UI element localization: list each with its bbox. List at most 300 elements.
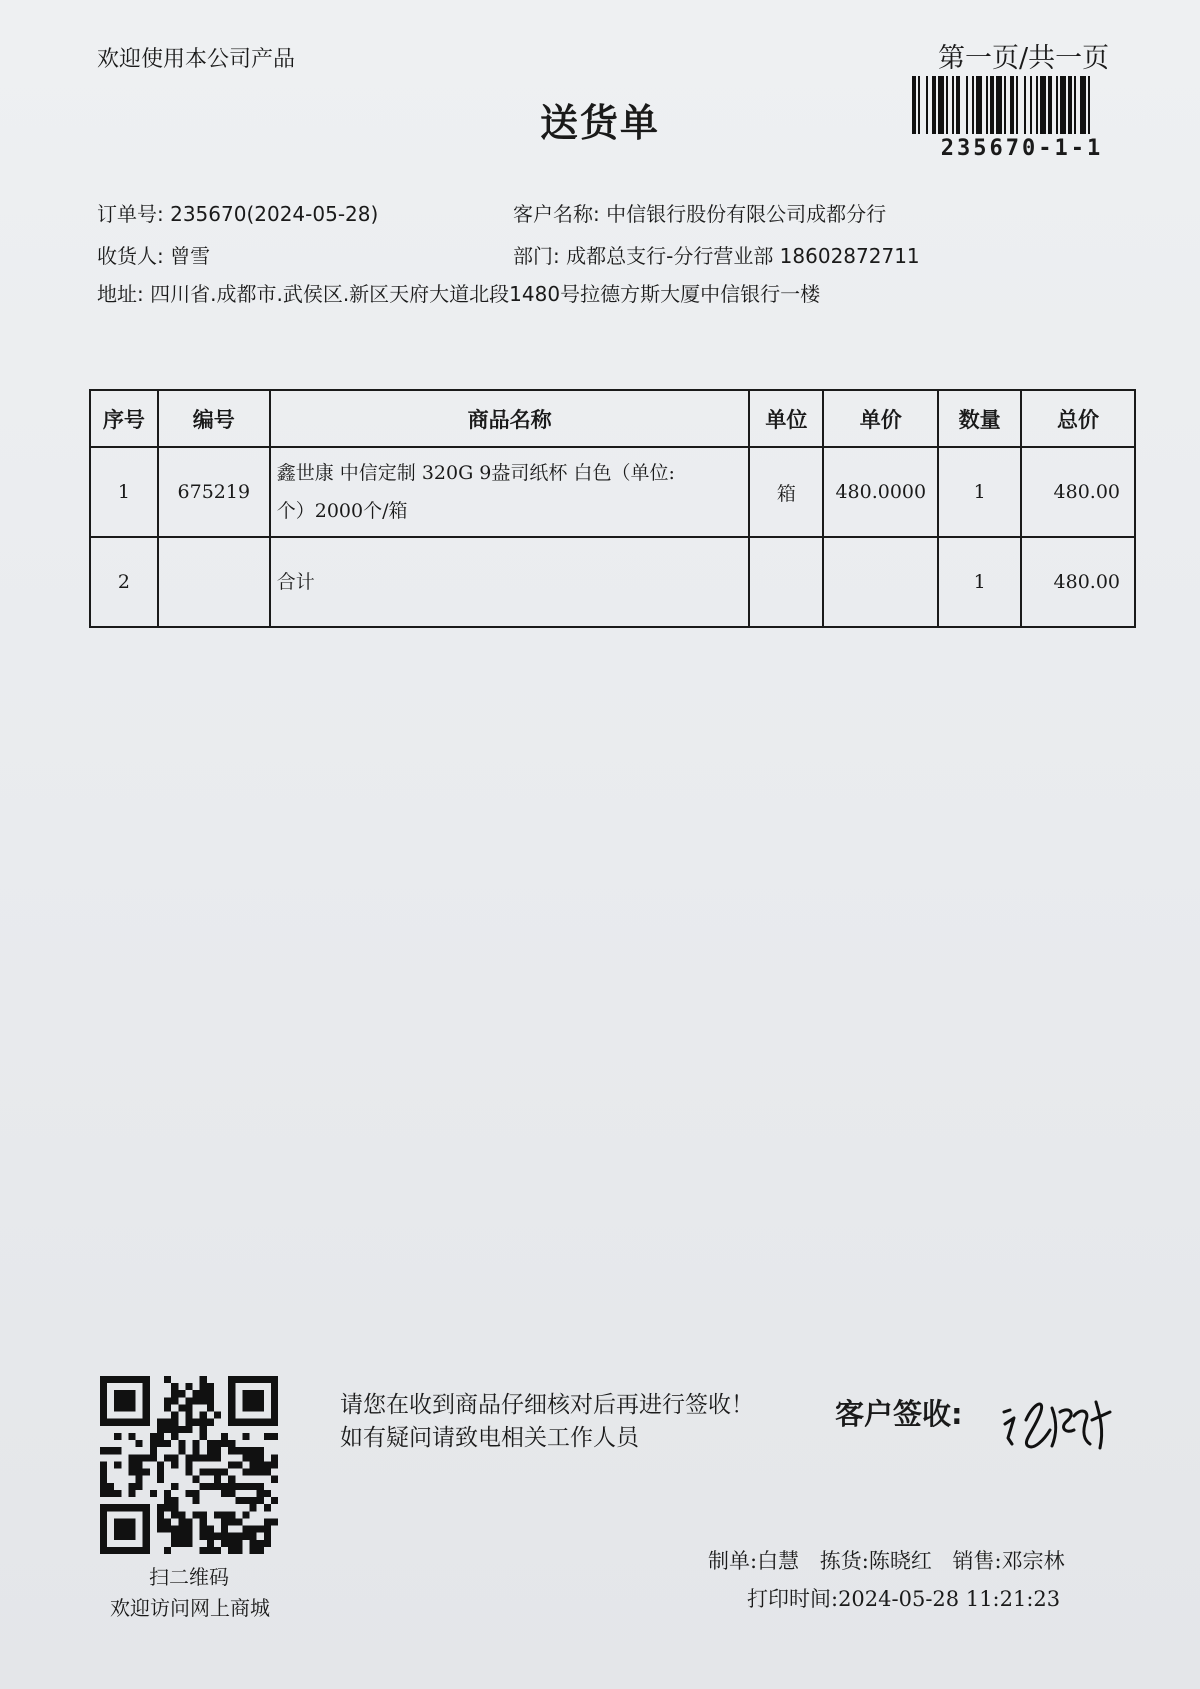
- qr-module: [257, 1483, 264, 1490]
- qr-module: [200, 1412, 207, 1419]
- qr-module: [200, 1547, 207, 1554]
- qr-module: [221, 1433, 228, 1440]
- qr-module: [200, 1419, 207, 1426]
- qr-module: [171, 1426, 178, 1433]
- order-value: 235670(2024-05-28): [170, 202, 379, 226]
- qr-module: [178, 1390, 185, 1397]
- qr-module: [271, 1412, 278, 1419]
- qr-module: [157, 1469, 164, 1476]
- qr-module: [207, 1540, 214, 1547]
- table-row: [90, 447, 1135, 537]
- qr-module: [185, 1412, 192, 1419]
- header-unit: 单位: [749, 390, 823, 447]
- qr-module: [164, 1490, 171, 1497]
- qr-module: [257, 1547, 264, 1554]
- barcode-bar: [1036, 76, 1038, 134]
- qr-module: [143, 1533, 150, 1540]
- qr-module: [271, 1419, 278, 1426]
- qr-module: [143, 1504, 150, 1511]
- qr-module: [228, 1476, 235, 1483]
- barcode-bar: [1088, 76, 1090, 134]
- qr-module: [264, 1461, 271, 1468]
- qr-module: [271, 1476, 278, 1483]
- qr-module: [207, 1547, 214, 1554]
- barcode-bar: [1060, 76, 1066, 134]
- qr-module: [100, 1419, 107, 1426]
- qr-module: [207, 1447, 214, 1454]
- qr-module: [257, 1390, 264, 1397]
- qr-module: [157, 1476, 164, 1483]
- qr-module: [264, 1490, 271, 1497]
- qr-module: [128, 1461, 135, 1468]
- cell-seq: 2: [90, 537, 158, 627]
- barcode-bar: [952, 76, 954, 134]
- qr-module: [228, 1511, 235, 1518]
- customer-value: 中信银行股份有限公司成都分行: [606, 202, 887, 226]
- qr-module: [100, 1490, 107, 1497]
- qr-module: [200, 1433, 207, 1440]
- qr-module: [128, 1469, 135, 1476]
- qr-module: [164, 1419, 171, 1426]
- qr-module: [100, 1390, 107, 1397]
- qr-module: [150, 1454, 157, 1461]
- qr-module: [150, 1433, 157, 1440]
- qr-module: [157, 1461, 164, 1468]
- qr-module: [214, 1533, 221, 1540]
- barcode-bar: [918, 76, 920, 134]
- qr-module: [228, 1533, 235, 1540]
- qr-module: [128, 1397, 135, 1404]
- qr-module: [228, 1404, 235, 1411]
- qr-module: [100, 1447, 107, 1454]
- barcode-bar: [1016, 76, 1018, 134]
- qr-module: [242, 1533, 249, 1540]
- qr-module: [228, 1447, 235, 1454]
- barcode-bar: [1024, 76, 1026, 134]
- qr-module: [207, 1483, 214, 1490]
- qr-module: [257, 1454, 264, 1461]
- qr-module: [257, 1404, 264, 1411]
- qr-module: [171, 1497, 178, 1504]
- qr-module: [264, 1419, 271, 1426]
- qr-module: [271, 1397, 278, 1404]
- qr-module: [114, 1397, 121, 1404]
- qr-module: [221, 1440, 228, 1447]
- qr-module: [185, 1469, 192, 1476]
- qr-module: [250, 1497, 257, 1504]
- qr-module: [221, 1540, 228, 1547]
- qr-module: [250, 1469, 257, 1476]
- department-label: 部门:: [513, 244, 560, 268]
- notice-text: 请您在收到商品仔细核对后再进行签收！如有疑问请致电相关工作人员: [340, 1392, 754, 1451]
- qr-module: [193, 1511, 200, 1518]
- qr-module: [100, 1540, 107, 1547]
- qr-module: [185, 1397, 192, 1404]
- qr-module: [207, 1469, 214, 1476]
- qr-module: [171, 1412, 178, 1419]
- qr-module: [257, 1447, 264, 1454]
- address: [97, 278, 820, 307]
- qr-module: [200, 1383, 207, 1390]
- qr-module: [207, 1533, 214, 1540]
- qr-module: [235, 1540, 242, 1547]
- qr-module: [107, 1483, 114, 1490]
- qr-module: [143, 1540, 150, 1547]
- qr-module: [150, 1490, 157, 1497]
- qr-module: [136, 1376, 143, 1383]
- header-seq: 序号: [90, 390, 158, 447]
- cell-quantity: 1: [938, 447, 1021, 537]
- qr-module: [242, 1404, 249, 1411]
- qr-module: [128, 1376, 135, 1383]
- qr-module: [257, 1526, 264, 1533]
- qr-module: [100, 1511, 107, 1518]
- qr-module: [250, 1390, 257, 1397]
- qr-module: [128, 1404, 135, 1411]
- qr-module: [100, 1397, 107, 1404]
- qr-module: [200, 1518, 207, 1525]
- qr-module: [100, 1404, 107, 1411]
- qr-module: [193, 1490, 200, 1497]
- qr-module: [136, 1454, 143, 1461]
- qr-module: [264, 1433, 271, 1440]
- qr-module: [121, 1419, 128, 1426]
- qr-module: [100, 1504, 107, 1511]
- barcode-bar: [1074, 76, 1076, 134]
- print-time: 打印时间:2024-05-28 11:21:23: [747, 1587, 1061, 1611]
- barcode-bar: [1040, 76, 1046, 134]
- qr-module: [264, 1469, 271, 1476]
- qr-module: [136, 1419, 143, 1426]
- qr-module: [114, 1518, 121, 1525]
- qr-module: [207, 1404, 214, 1411]
- qr-module: [207, 1383, 214, 1390]
- qr-module: [100, 1533, 107, 1540]
- qr-module: [235, 1376, 242, 1383]
- qr-module: [100, 1461, 107, 1468]
- qr-module: [107, 1547, 114, 1554]
- cell-unit: 箱: [749, 447, 823, 537]
- qr-module: [200, 1390, 207, 1397]
- qr-module: [100, 1476, 107, 1483]
- qr-module: [242, 1397, 249, 1404]
- customer-label: 客户名称:: [513, 202, 600, 226]
- qr-module: [257, 1419, 264, 1426]
- qr-module: [221, 1490, 228, 1497]
- barcode-bar: [1068, 76, 1072, 134]
- qr-module: [235, 1533, 242, 1540]
- qr-module: [250, 1540, 257, 1547]
- qr-module: [271, 1390, 278, 1397]
- qr-module: [100, 1518, 107, 1525]
- qr-module: [128, 1454, 135, 1461]
- qr-module: [171, 1419, 178, 1426]
- qr-module: [114, 1504, 121, 1511]
- qr-module: [157, 1518, 164, 1525]
- handwritten-signature: [1000, 1390, 1115, 1464]
- qr-module: [164, 1526, 171, 1533]
- qr-module: [214, 1476, 221, 1483]
- qr-module: [228, 1383, 235, 1390]
- qr-module: [271, 1383, 278, 1390]
- qr-module: [107, 1447, 114, 1454]
- qr-module: [200, 1426, 207, 1433]
- barcode-bar: [1030, 76, 1032, 134]
- qr-module: [157, 1419, 164, 1426]
- cell-code: [158, 537, 270, 627]
- qr-module: [200, 1483, 207, 1490]
- qr-module: [242, 1469, 249, 1476]
- qr-module: [100, 1412, 107, 1419]
- qr-module: [114, 1447, 121, 1454]
- qr-module: [143, 1511, 150, 1518]
- qr-module: [100, 1526, 107, 1533]
- qr-module: [121, 1518, 128, 1525]
- qr-module: [235, 1497, 242, 1504]
- barcode-bar: [1004, 76, 1006, 134]
- qr-module: [185, 1454, 192, 1461]
- greeting-text: 欢迎使用本公司产品: [97, 47, 296, 72]
- qr-module: [143, 1526, 150, 1533]
- qr-module: [164, 1454, 171, 1461]
- qr-module: [164, 1440, 171, 1447]
- receiver-label: 收货人:: [97, 244, 164, 268]
- qr-module: [207, 1440, 214, 1447]
- qr-module: [185, 1540, 192, 1547]
- qr-module: [136, 1461, 143, 1468]
- qr-module: [100, 1383, 107, 1390]
- qr-module: [143, 1469, 150, 1476]
- qr-module: [228, 1518, 235, 1525]
- barcode-bar: [976, 76, 982, 134]
- qr-module: [257, 1397, 264, 1404]
- qr-module: [200, 1397, 207, 1404]
- qr-module: [257, 1469, 264, 1476]
- qr-module: [235, 1461, 242, 1468]
- qr-module: [143, 1518, 150, 1525]
- qr-module: [143, 1547, 150, 1554]
- qr-module: [121, 1504, 128, 1511]
- qr-module: [221, 1511, 228, 1518]
- cell-unit-price: [823, 537, 938, 627]
- qr-module: [242, 1376, 249, 1383]
- address-value: 四川省.成都市.武侯区.新区天府大道北段1480号拉德方斯大厦中信银行一楼: [150, 282, 821, 306]
- qr-module: [185, 1419, 192, 1426]
- qr-module: [107, 1504, 114, 1511]
- barcode: [912, 76, 1132, 134]
- qr-module: [200, 1526, 207, 1533]
- qr-module: [164, 1504, 171, 1511]
- qr-module: [250, 1547, 257, 1554]
- qr-module: [235, 1483, 242, 1490]
- qr-module: [193, 1419, 200, 1426]
- qr-module: [214, 1469, 221, 1476]
- qr-module: [257, 1461, 264, 1468]
- qr-module: [193, 1440, 200, 1447]
- qr-module: [185, 1518, 192, 1525]
- barcode-bar: [990, 76, 994, 134]
- qr-module: [235, 1419, 242, 1426]
- qr-module: [164, 1518, 171, 1525]
- qr-module: [143, 1404, 150, 1411]
- qr-module: [171, 1433, 178, 1440]
- qr-module: [114, 1404, 121, 1411]
- qr-module: [107, 1376, 114, 1383]
- cell-quantity: 1: [938, 537, 1021, 627]
- qr-code-graphic: [99, 1376, 279, 1554]
- qr-module: [257, 1497, 264, 1504]
- items-table: [89, 389, 1136, 628]
- qr-module: [214, 1483, 221, 1490]
- qr-module: [221, 1533, 228, 1540]
- qr-module: [271, 1518, 278, 1525]
- qr-module: [185, 1490, 192, 1497]
- qr-module: [235, 1447, 242, 1454]
- qr-module: [228, 1547, 235, 1554]
- qr-module: [150, 1440, 157, 1447]
- qr-module: [185, 1533, 192, 1540]
- qr-module: [264, 1504, 271, 1511]
- qr-module: [128, 1419, 135, 1426]
- qr-module: [178, 1511, 185, 1518]
- qr-module: [185, 1526, 192, 1533]
- cell-total: 480.00: [1021, 537, 1135, 627]
- qr-module: [128, 1547, 135, 1554]
- qr-module: [121, 1526, 128, 1533]
- qr-module: [207, 1526, 214, 1533]
- staff-info: [708, 1545, 1079, 1575]
- barcode-bar: [1048, 76, 1052, 134]
- order-number: [97, 198, 378, 227]
- qr-module: [143, 1419, 150, 1426]
- cell-product-name: [270, 447, 750, 537]
- document-title: 送货单: [539, 101, 660, 145]
- qr-module: [228, 1461, 235, 1468]
- qr-module: [250, 1533, 257, 1540]
- qr-module: [143, 1390, 150, 1397]
- qr-module: [228, 1412, 235, 1419]
- qr-module: [250, 1454, 257, 1461]
- qr-module: [121, 1397, 128, 1404]
- receiver: [97, 240, 210, 269]
- qr-module: [100, 1469, 107, 1476]
- receiver-value: 曾雪: [170, 244, 211, 268]
- qr-module: [150, 1447, 157, 1454]
- qr-module: [264, 1376, 271, 1383]
- cell-total: 480.00: [1021, 447, 1135, 537]
- qr-module: [242, 1419, 249, 1426]
- qr-module: [136, 1547, 143, 1554]
- qr-module: [228, 1483, 235, 1490]
- qr-module: [207, 1454, 214, 1461]
- table-header-row: [90, 390, 1135, 447]
- qr-module: [128, 1483, 135, 1490]
- qr-module: [157, 1426, 164, 1433]
- qr-module: [178, 1440, 185, 1447]
- barcode-bar: [1010, 76, 1014, 134]
- qr-module: [143, 1454, 150, 1461]
- qr-module: [228, 1440, 235, 1447]
- qr-module: [114, 1461, 121, 1468]
- product-name-line2: 个）2000个/箱: [276, 500, 408, 522]
- sales-person: 销售:邓宗林: [952, 1549, 1065, 1573]
- qr-module: [228, 1490, 235, 1497]
- qr-module: [136, 1469, 143, 1476]
- qr-module: [221, 1483, 228, 1490]
- qr-module: [171, 1461, 178, 1468]
- qr-module: [107, 1419, 114, 1426]
- qr-module: [200, 1469, 207, 1476]
- qr-module: [271, 1433, 278, 1440]
- qr-module: [264, 1533, 271, 1540]
- qr-module: [143, 1376, 150, 1383]
- qr-module: [264, 1518, 271, 1525]
- customer-name: [513, 198, 886, 227]
- qr-module: [164, 1376, 171, 1383]
- cell-unit: [749, 537, 823, 627]
- qr-module: [114, 1433, 121, 1440]
- qr-module: [128, 1518, 135, 1525]
- qr-module: [207, 1419, 214, 1426]
- qr-module: [121, 1390, 128, 1397]
- qr-module: [214, 1511, 221, 1518]
- header-product-name: 商品名称: [270, 390, 750, 447]
- qr-module: [228, 1419, 235, 1426]
- qr-module: [242, 1526, 249, 1533]
- qr-module: [242, 1454, 249, 1461]
- cell-code: 675219: [158, 447, 270, 537]
- qr-module: [157, 1511, 164, 1518]
- order-label: 订单号:: [97, 202, 164, 226]
- qr-module: [128, 1504, 135, 1511]
- qr-module: [121, 1547, 128, 1554]
- qr-module: [171, 1483, 178, 1490]
- qr-code: [99, 1376, 279, 1554]
- qr-module: [221, 1469, 228, 1476]
- qr-module: [100, 1483, 107, 1490]
- qr-module: [114, 1547, 121, 1554]
- qr-module: [228, 1390, 235, 1397]
- qr-module: [121, 1404, 128, 1411]
- qr-module: [242, 1497, 249, 1504]
- qr-module: [171, 1540, 178, 1547]
- qr-module: [221, 1518, 228, 1525]
- customer-sign-label: 客户签收:: [835, 1397, 963, 1431]
- signature-graphic: [1000, 1390, 1115, 1464]
- table-row: [90, 537, 1135, 627]
- qr-module: [200, 1511, 207, 1518]
- barcode-bar: [986, 76, 988, 134]
- qr-module: [193, 1497, 200, 1504]
- qr-module: [100, 1376, 107, 1383]
- qr-module: [250, 1419, 257, 1426]
- qr-module: [271, 1376, 278, 1383]
- qr-module: [271, 1497, 278, 1504]
- header-code: 编号: [158, 390, 270, 447]
- qr-module: [264, 1540, 271, 1547]
- qr-module: [114, 1526, 121, 1533]
- qr-module: [185, 1404, 192, 1411]
- qr-module: [157, 1440, 164, 1447]
- barcode-bar: [956, 76, 960, 134]
- qr-module: [250, 1404, 257, 1411]
- qr-module: [250, 1504, 257, 1511]
- qr-module: [250, 1526, 257, 1533]
- header-quantity: 数量: [938, 390, 1021, 447]
- qr-module: [250, 1397, 257, 1404]
- qr-module: [193, 1476, 200, 1483]
- qr-module: [242, 1433, 249, 1440]
